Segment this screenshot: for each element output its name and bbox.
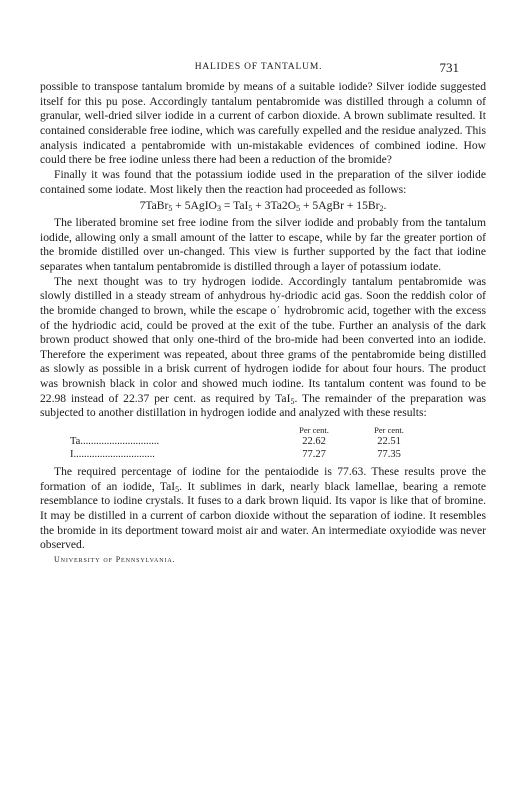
header-col-1: Per cent.	[299, 425, 329, 436]
paragraph-2: Finally it was found that the potassium iodide used in the preparation of the silver iodide contained some iodate. Most likely then the reaction had proceeded as follows:	[40, 167, 486, 196]
row-value: 22.51	[377, 436, 401, 448]
row-value: 77.27	[302, 449, 326, 461]
page-header	[0, 60, 517, 76]
row-label: I...............................	[70, 449, 155, 461]
results-table-header	[40, 423, 486, 435]
reaction-equation	[40, 199, 486, 214]
header-label	[40, 423, 274, 435]
table-row	[40, 448, 486, 461]
results-table	[40, 423, 486, 461]
header-col-2: Per cent.	[374, 425, 404, 436]
body-text	[40, 80, 486, 568]
row-value: 77.35	[377, 449, 401, 461]
row-value: 22.62	[302, 436, 326, 448]
table-row	[40, 435, 486, 448]
paragraph-5: The required percentage of iodine for the pentaiodide is 77.63. These results prove the formation of an iodide, TaI$_5$. It sublimes in dark, nearly black lamellae, bearing a remote resemblance to iodine crystals. It fuses to a dark brown liquid. Its vapor is like that of bromine. It may be distilled in a current of carbon dioxide without the separation of iodine. It resembles the bromide in its deportment toward moist air and water. An intermediate oxyiodide was never observed.	[40, 465, 486, 552]
paragraph-3: The liberated bromine set free iodine from the silver iodide and probably from the tantalum iodide, allowing only a small amount of the latter to escape, while by far the greater portion of the bromide distilled over un-changed. This view is further supported by the fact that iodine separates when tantalum pentabromide is distilled through a layer of potassium iodate.	[40, 215, 486, 273]
paragraph-1: possible to transpose tantalum bromide by means of a suitable iodide? Silver iodide suggested itself for this pu pose. Accordingly tantalum pentabromide was distilled through a column of granular, well-dried silver iodide in a current of carbon dioxide. A brown sublimate resulted. It contained considerable free iodine, which was carefully expelled and the residue analyzed. This analysis indicated a pentabromide with un-mistakable evidences of combined iodine. How could there be free iodine unless there had been a reduction of the bromide?	[40, 80, 486, 167]
page-number: 731	[439, 60, 459, 75]
equation-text: 7TaBr$_5$ + 5AgIO$_3$ = $TaI_5 + 3Ta2O_5$ + 5AgBr + $15Br_2$.	[139, 199, 387, 214]
row-label: Ta..............................	[70, 436, 160, 448]
paragraph-4: The next thought was to try hydrogen iodide. Accordingly tantalum pentabromide was slowly distilled in a steady stream of anhydrous hy-driodic acid gas. Soon the reddish color of the bromide changed to brown, while the escape o˙ hydrobromic acid, together with the excess of the hydriodic acid, could be proved at the exit of the tube. Further an analysis of the dark brown product showed that only one-third of the bro-mide had been converted into an iodide. Therefore the experiment was repeated, about three grams of the pentabromide being distilled as slowly as possible in a brisk current of hydrogen iodide for about four hours. The product was brownish black in color and showed much iodine. Its tantalum content was found to be 22.98 instead of 22.37 per cent. as required by TaI$_5$. The remainder of the preparation was subjected to another distillation in hydrogen iodide and analyzed with these results:	[40, 274, 486, 420]
running-head: HALIDES OF TANTALUM.	[194, 62, 323, 72]
affiliation: University of Pennsylvania.	[54, 555, 176, 565]
